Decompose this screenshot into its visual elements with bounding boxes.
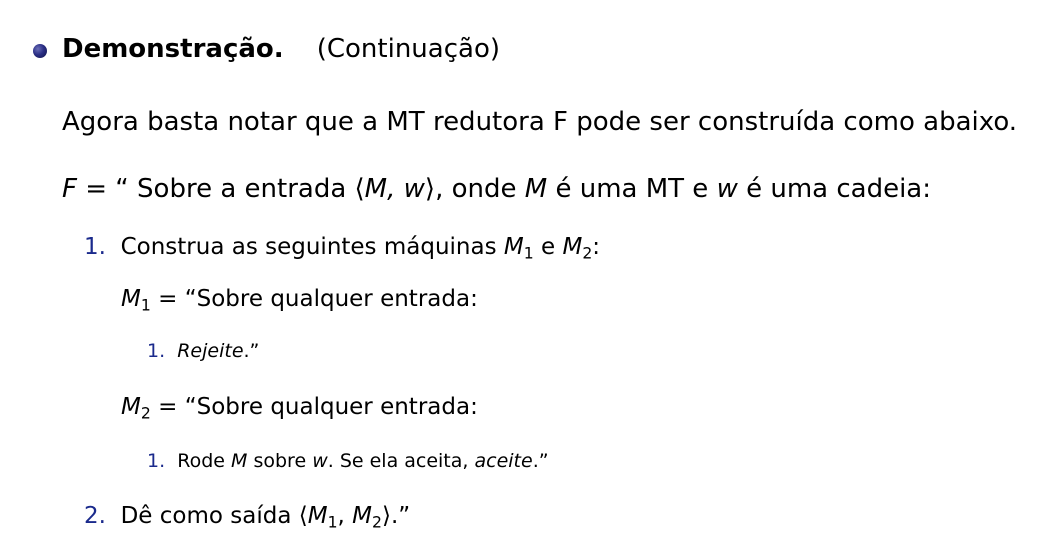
m2-substep-accept: aceite	[474, 450, 533, 472]
m2-substep-text-b: sobre	[253, 450, 307, 472]
step-1	[84, 236, 600, 261]
m2-substep-w: w	[312, 450, 328, 472]
m2-substep-end: .”	[532, 450, 549, 472]
m2-name: $M_2$	[121, 394, 151, 423]
var-m: M	[524, 174, 548, 204]
m2-equals: =	[158, 394, 178, 420]
definition-rest3: é uma cadeia:	[746, 174, 932, 204]
m1-substep	[147, 342, 259, 361]
angle-close-icon: ⟩	[424, 174, 436, 204]
step-1-m1: $M_1$	[503, 234, 534, 263]
m2-text: “Sobre qualquer entrada:	[184, 394, 478, 420]
step-2-m1: $M_1$	[307, 503, 338, 532]
m1-substep-end: .”	[243, 340, 260, 362]
m2-substep-text-c: . Se ela aceita,	[327, 450, 469, 472]
step-1-and: e	[541, 234, 556, 260]
step-2-text: Dê como saída	[120, 503, 292, 529]
var-f: F	[62, 174, 77, 204]
intro-paragraph: Agora basta notar que a MT redutora F pode ser construída como abaixo.	[62, 107, 1018, 137]
m1-equals: =	[158, 286, 178, 312]
angle-open-icon: ⟨	[354, 174, 365, 204]
m1-substep-number: 1.	[147, 340, 166, 362]
input-pair: M, w	[364, 174, 425, 204]
m2-substep-m: M	[231, 450, 248, 472]
angle-open-icon: ⟨	[298, 503, 308, 529]
quote-open-text: “ Sobre a entrada	[115, 174, 347, 204]
definition-rest2: é uma MT e	[555, 174, 709, 204]
var-w: w	[716, 174, 738, 204]
header-subtitle: (Continuação)	[316, 34, 500, 64]
definition-rest1: , onde	[435, 174, 517, 204]
step-2-m2: $M_2$	[352, 503, 382, 532]
m2-substep	[147, 452, 549, 471]
m2-substep-number: 1.	[147, 450, 166, 472]
m2-substep-text-a: Rode	[177, 450, 225, 472]
m1-substep-reject: Rejeite	[177, 340, 244, 362]
step-2-number: 2.	[84, 503, 106, 529]
section-header	[62, 36, 500, 62]
step-2-end: .”	[390, 503, 411, 529]
m1-definition	[121, 288, 478, 313]
step-2	[84, 505, 410, 530]
step-1-text: Construa as seguintes máquinas	[120, 234, 497, 260]
m1-text: “Sobre qualquer entrada:	[184, 286, 478, 312]
equals-sign: =	[85, 174, 108, 204]
bullet-icon	[33, 44, 47, 58]
step-2-comma: ,	[337, 503, 345, 529]
step-1-m2: $M_2$	[562, 234, 593, 263]
m1-name: $M_1$	[121, 286, 151, 315]
step-1-number: 1.	[84, 234, 106, 260]
angle-close-icon: ⟩	[381, 503, 391, 529]
definition-line	[62, 176, 931, 202]
header-title: Demonstração.	[62, 34, 284, 64]
m2-definition	[121, 396, 478, 421]
step-1-colon: :	[592, 234, 601, 260]
